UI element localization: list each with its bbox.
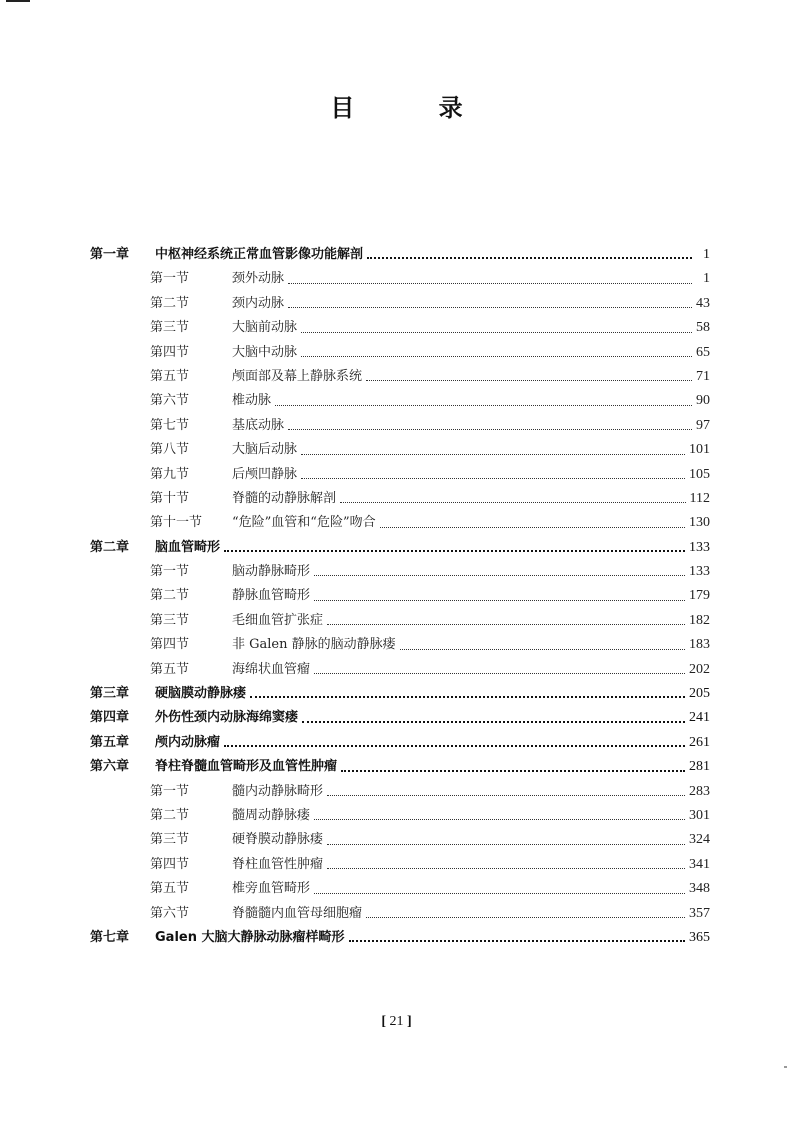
toc-section-row[interactable]	[90, 341, 710, 365]
page-ref: 112	[689, 490, 710, 506]
page-ref: 341	[689, 856, 710, 872]
section-label: 第一节	[150, 783, 190, 799]
section-label: 第三节	[150, 832, 190, 848]
toc-chapter-row[interactable]	[90, 926, 710, 950]
section-label: 第九节	[150, 466, 190, 482]
page-ref: 348	[689, 881, 710, 897]
page-ref: 205	[689, 686, 710, 702]
chapter-label: 第六章	[90, 759, 130, 775]
page-ref: 324	[689, 832, 710, 848]
toc-chapter-row[interactable]	[90, 731, 710, 755]
section-title: 椎动脉	[232, 393, 272, 409]
section-label: 第一节	[150, 271, 190, 287]
page-ref: 281	[689, 759, 710, 775]
section-label: 第二节	[150, 588, 190, 604]
page-ref: 133	[689, 539, 710, 555]
table-of-contents	[90, 243, 710, 950]
chapter-title: 脊柱脊髓血管畸形及血管性肿瘤	[155, 759, 338, 775]
section-label: 第三节	[150, 320, 190, 336]
page-ref: 1	[703, 271, 710, 287]
toc-section-row[interactable]	[90, 609, 710, 633]
toc-section-row[interactable]	[90, 560, 710, 584]
chapter-label: 第四章	[90, 710, 130, 726]
section-label: 第四节	[150, 344, 190, 360]
section-label: 第六节	[150, 905, 190, 921]
toc-chapter-row[interactable]	[90, 682, 710, 706]
dot-leader	[288, 282, 692, 284]
dot-leader	[340, 501, 686, 503]
page-ref: 183	[689, 637, 710, 653]
folio-open-bracket: [	[381, 1014, 386, 1029]
page-ref: 179	[689, 588, 710, 604]
section-title: 脊柱血管性肿瘤	[232, 856, 324, 872]
toc-section-row[interactable]	[90, 438, 710, 462]
section-label: 第五节	[150, 881, 190, 897]
section-title: 脊髓髓内血管母细胞瘤	[232, 905, 363, 921]
toc-chapter-row[interactable]	[90, 536, 710, 560]
toc-chapter-row[interactable]	[90, 243, 710, 267]
section-title: 大脑前动脉	[232, 320, 298, 336]
chapter-label: 第三章	[90, 686, 130, 702]
toc-section-row[interactable]	[90, 365, 710, 389]
page-ref: 1	[703, 247, 710, 262]
page-ref: 65	[696, 344, 710, 360]
section-label: 第十一节	[150, 515, 203, 531]
dot-leader	[250, 695, 685, 698]
folio-close-bracket: ]	[407, 1014, 412, 1029]
dot-leader	[349, 939, 686, 942]
toc-section-row[interactable]	[90, 804, 710, 828]
section-title: 静脉血管畸形	[232, 588, 311, 604]
page-ref: 71	[696, 368, 710, 384]
dot-leader	[275, 404, 692, 406]
dot-leader	[301, 331, 692, 333]
toc-section-row[interactable]	[90, 463, 710, 487]
page-ref: 43	[696, 295, 710, 311]
dot-leader	[327, 843, 685, 845]
chapter-title: 外伤性颈内动脉海绵窦瘘	[155, 710, 299, 726]
dot-leader	[400, 648, 685, 650]
dot-leader	[380, 526, 685, 528]
section-label: 第五节	[150, 661, 190, 677]
dot-leader	[367, 256, 692, 259]
page-ref: 133	[689, 564, 710, 580]
section-title: 后颅凹静脉	[232, 466, 298, 482]
section-title: 海绵状血管瘤	[232, 661, 311, 677]
dot-leader	[327, 623, 685, 625]
chapter-title: 颅内动脉瘤	[155, 734, 221, 750]
section-title: 大脑中动脉	[232, 344, 298, 360]
section-title: 髓内动静脉畸形	[232, 783, 324, 799]
dot-leader	[314, 672, 685, 674]
dot-leader	[288, 428, 692, 430]
page-ref: 241	[689, 710, 710, 726]
section-title: 颅面部及幕上静脉系统	[232, 368, 363, 384]
dot-leader	[314, 892, 685, 894]
dot-leader	[301, 355, 692, 357]
section-label: 第五节	[150, 368, 190, 384]
section-label: 第二节	[150, 807, 190, 823]
page-ref: 182	[689, 612, 710, 628]
chapter-title: 中枢神经系统正常血管影像功能解剖	[155, 247, 364, 262]
chapter-label: 第七章	[90, 929, 130, 945]
page-ref: 101	[689, 442, 710, 458]
dot-leader	[327, 794, 685, 796]
dot-leader	[224, 744, 685, 747]
page-ref: 105	[689, 466, 710, 482]
chapter-label: 第五章	[90, 734, 130, 750]
dot-leader	[341, 769, 685, 772]
page-title: 目 录	[330, 94, 501, 122]
section-title: 基底动脉	[232, 417, 285, 433]
section-title: 颈外动脉	[232, 271, 285, 287]
chapter-label: 第二章	[90, 539, 130, 555]
scan-speck	[784, 1066, 787, 1068]
page-ref: 202	[689, 661, 710, 677]
toc-section-row[interactable]	[90, 902, 710, 926]
chapter-label: 第一章	[90, 247, 130, 262]
section-title: 非 Galen 静脉的脑动静脉瘘	[232, 637, 396, 653]
toc-section-row[interactable]	[90, 780, 710, 804]
toc-section-row[interactable]	[90, 487, 710, 511]
dot-leader	[314, 574, 685, 576]
section-label: 第七节	[150, 417, 190, 433]
section-label: 第二节	[150, 295, 190, 311]
dot-leader	[314, 818, 685, 820]
section-title: 大脑后动脉	[232, 442, 298, 458]
toc-section-row[interactable]	[90, 828, 710, 852]
section-label: 第六节	[150, 393, 190, 409]
page-ref: 97	[696, 417, 710, 433]
chapter-title: Galen 大脑大静脉动脉瘤样畸形	[155, 929, 345, 945]
toc-section-row[interactable]	[90, 633, 710, 657]
section-label: 第十节	[150, 490, 190, 506]
toc-section-row[interactable]	[90, 658, 710, 682]
dot-leader	[366, 916, 685, 918]
section-title: 脊髓的动静脉解剖	[232, 490, 337, 506]
toc-section-row[interactable]	[90, 511, 710, 535]
page-ref: 90	[696, 393, 710, 409]
dot-leader	[314, 599, 685, 601]
dot-leader	[327, 867, 685, 869]
page-ref: 130	[689, 515, 710, 531]
toc-section-row[interactable]	[90, 853, 710, 877]
section-title: 颈内动脉	[232, 295, 285, 311]
dot-leader	[288, 306, 692, 308]
toc-section-row[interactable]	[90, 292, 710, 316]
toc-section-row[interactable]	[90, 877, 710, 901]
page-ref: 58	[696, 320, 710, 336]
chapter-title: 硬脑膜动静脉瘘	[155, 686, 247, 702]
toc-section-row[interactable]	[90, 267, 710, 291]
folio-number: 21	[389, 1014, 404, 1029]
page-ref: 283	[689, 783, 710, 799]
toc-chapter-row[interactable]	[90, 706, 710, 730]
section-label: 第一节	[150, 564, 190, 580]
scan-corner-mark	[6, 0, 30, 2]
section-label: 第八节	[150, 442, 190, 458]
toc-section-row[interactable]	[90, 414, 710, 438]
section-title: 硬脊膜动静脉瘘	[232, 832, 324, 848]
page-ref: 357	[689, 905, 710, 921]
page-ref: 365	[689, 929, 710, 945]
toc-chapter-row[interactable]	[90, 755, 710, 779]
toc-section-row[interactable]	[90, 389, 710, 413]
section-title: 髓周动静脉瘘	[232, 807, 311, 823]
dot-leader	[301, 477, 685, 479]
page-number	[0, 1014, 793, 1030]
page-ref: 301	[689, 807, 710, 823]
section-title: 椎旁血管畸形	[232, 881, 311, 897]
dot-leader	[366, 379, 692, 381]
section-label: 第三节	[150, 612, 190, 628]
toc-section-row[interactable]	[90, 584, 710, 608]
page-ref: 261	[689, 734, 710, 750]
section-title: “危险”血管和“危险”吻合	[232, 515, 376, 531]
section-title: 脑动静脉畸形	[232, 564, 311, 580]
chapter-title: 脑血管畸形	[155, 539, 221, 555]
section-label: 第四节	[150, 856, 190, 872]
dot-leader	[224, 549, 685, 552]
section-title: 毛细血管扩张症	[232, 612, 324, 628]
toc-section-row[interactable]	[90, 316, 710, 340]
section-label: 第四节	[150, 637, 190, 653]
dot-leader	[301, 453, 685, 455]
dot-leader	[302, 720, 685, 723]
